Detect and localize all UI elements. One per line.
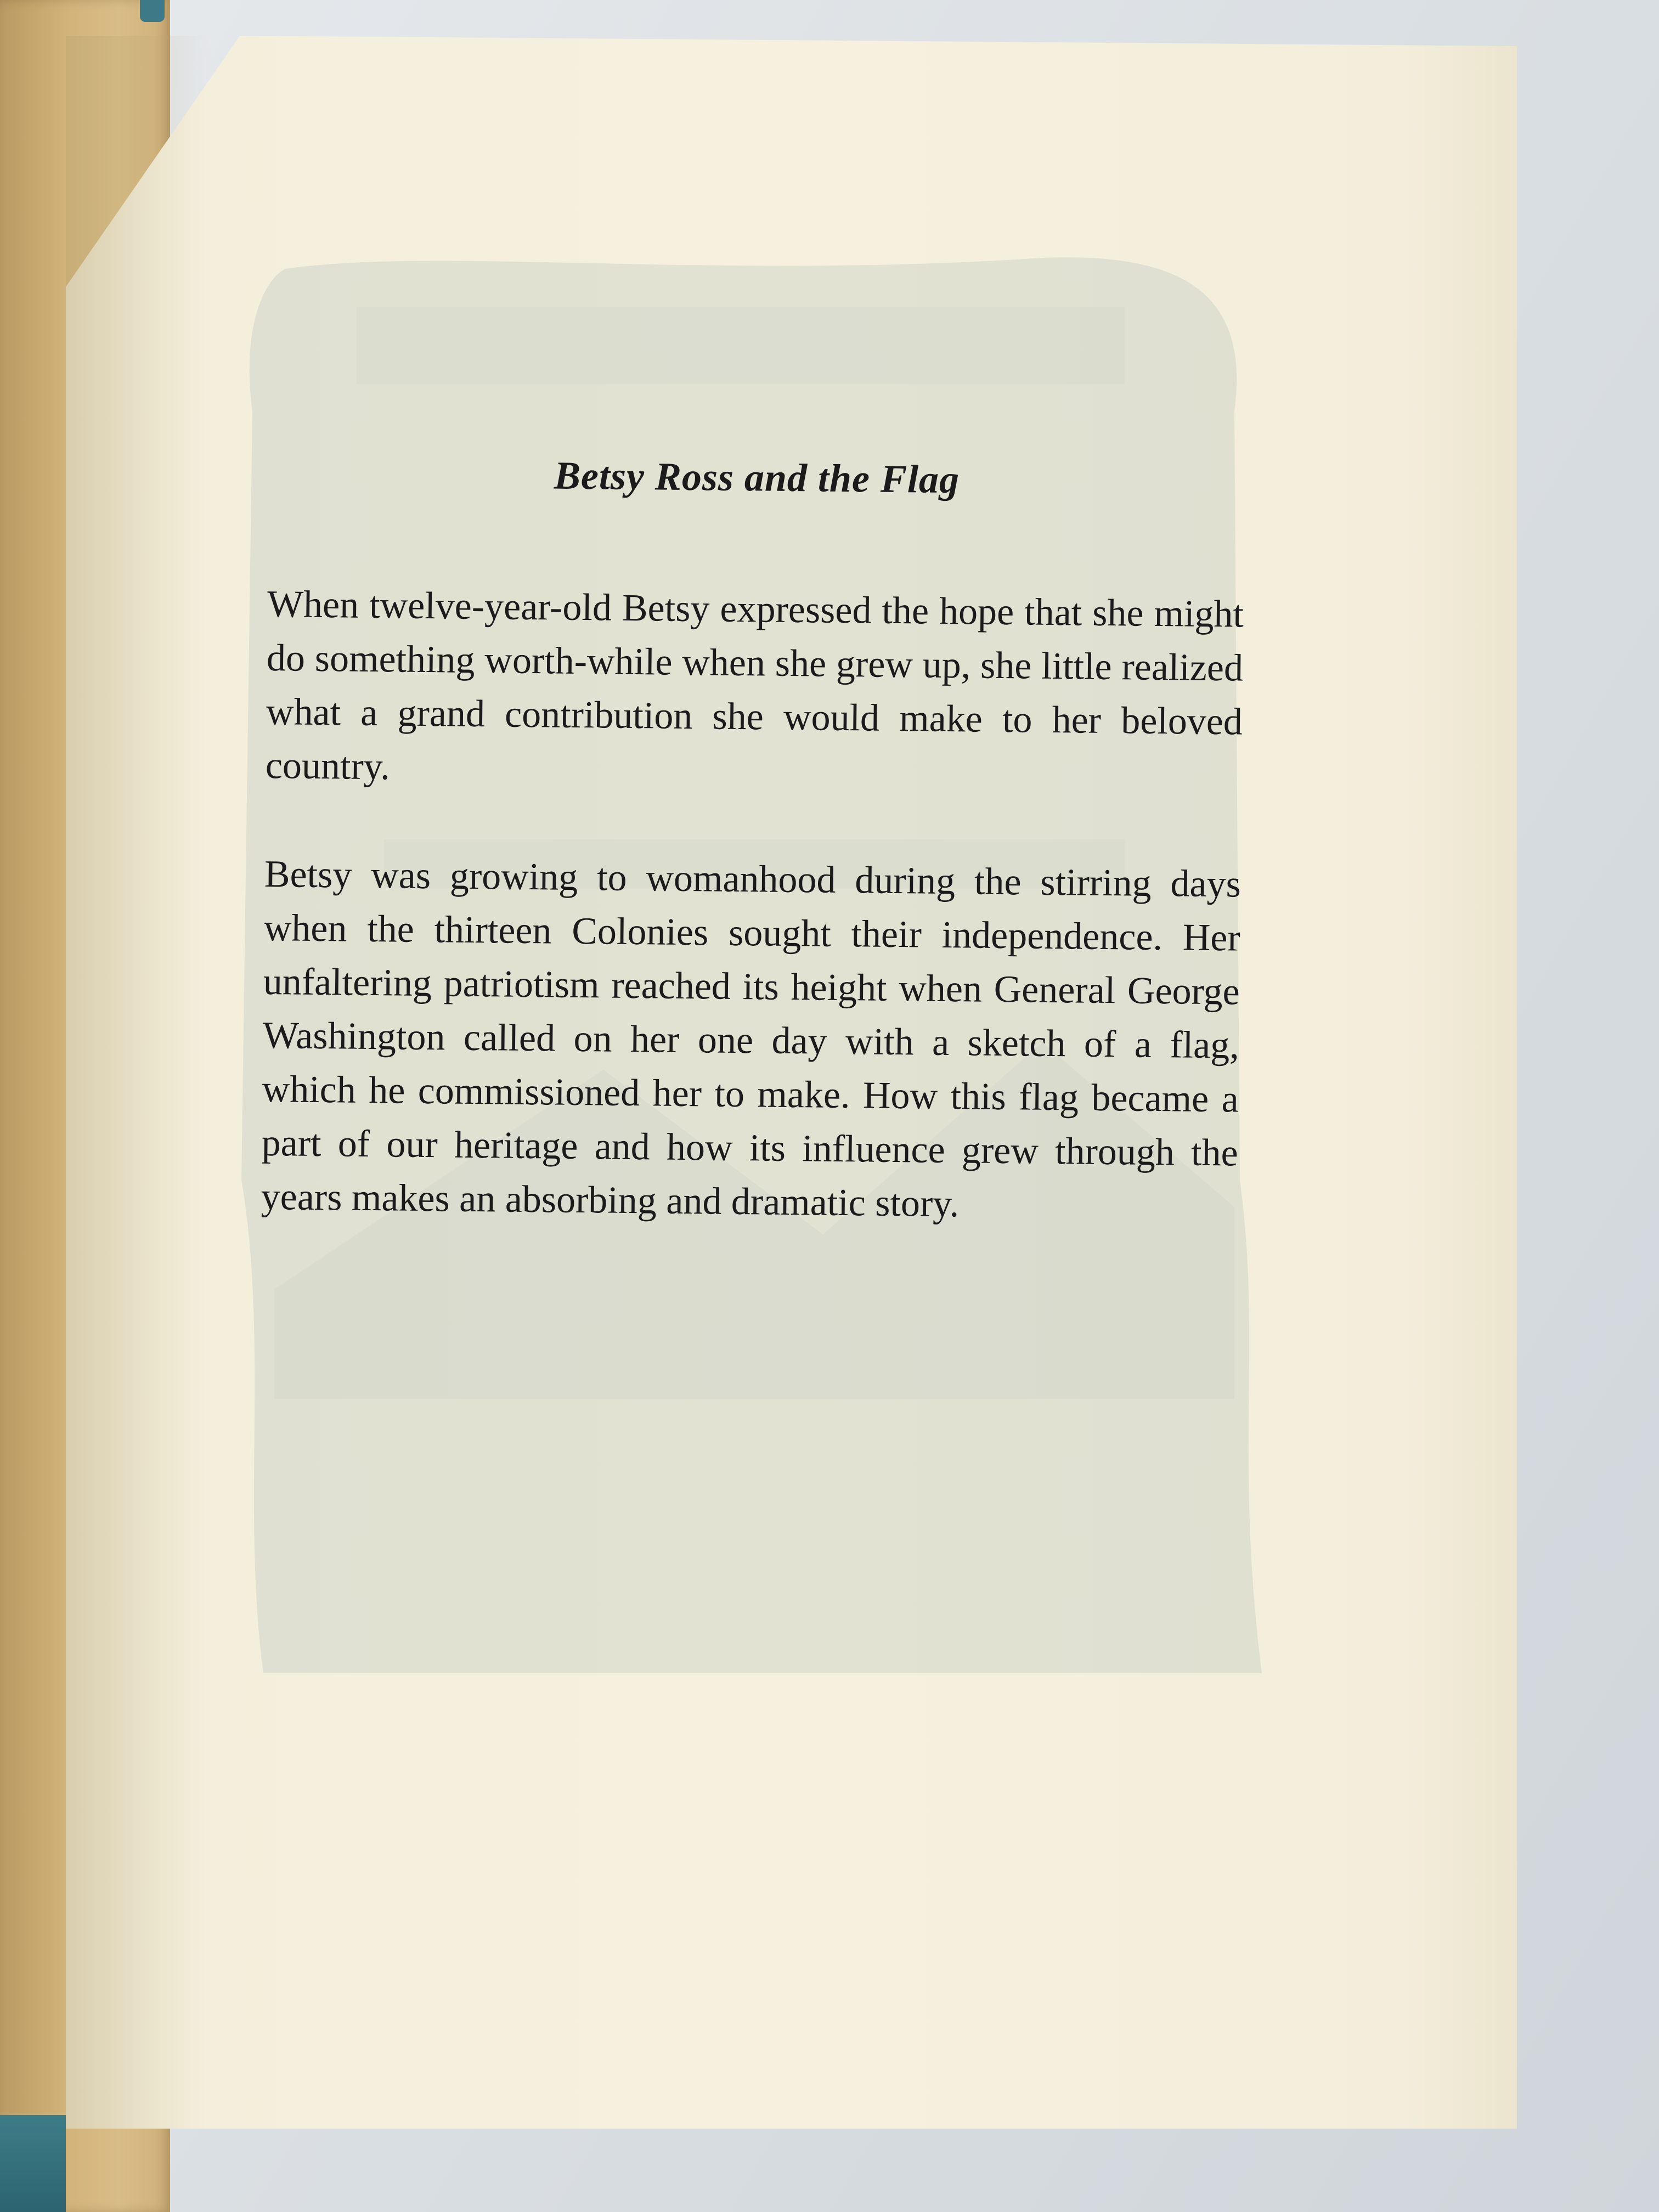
page-title: Betsy Ross and the Flag	[554, 453, 960, 502]
cover-binding-bottom	[0, 2115, 66, 2212]
cover-binding-top	[140, 0, 165, 22]
page-text	[261, 450, 1245, 1234]
paragraph-1: When twelve-year-old Betsy expressed the hope that she might do something worth-while when she grew up, she little realized what a grand contribution she would make to her beloved country.	[265, 583, 1244, 788]
paragraph-2: Betsy was growing to womanhood during the stirring days when the thirteen Colonies sought their independence. Her unfaltering patriotism reached its height when General George Washington called on her one day with a sketch of a flag, which he commissioned her to make. How this flag became a part of our heritage and how its influence grew through the years makes an absorbing and dramatic story.	[261, 853, 1242, 1226]
